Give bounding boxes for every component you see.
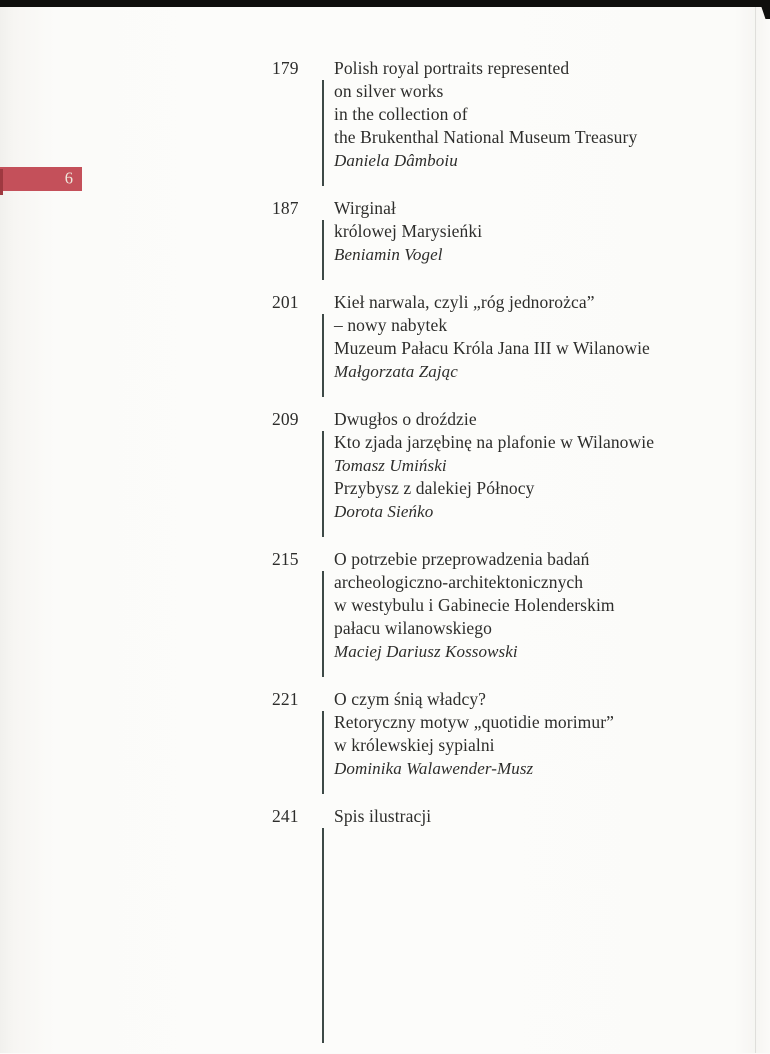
toc-entry-subtitle: on silver works xyxy=(334,81,444,101)
scan-corner-shadow xyxy=(761,0,770,19)
toc-entry-author: Dominika Walawender-Musz xyxy=(334,759,534,778)
page-number-tab xyxy=(0,167,82,191)
page-number: 6 xyxy=(64,168,73,188)
toc-entry xyxy=(272,805,750,1043)
page-edge-shadow xyxy=(755,7,756,1053)
toc-entry xyxy=(272,57,750,186)
toc-entry-page-number: 187 xyxy=(272,198,299,218)
toc-entry-author: Maciej Dariusz Kossowski xyxy=(334,642,518,661)
toc-entry-page-number: 179 xyxy=(272,58,299,78)
toc-entry-subtitle: w westybulu i Gabinecie Holenderskim xyxy=(334,595,615,615)
toc-entry-continuation xyxy=(322,431,750,537)
toc-entry-author: Daniela Dâmboiu xyxy=(334,151,458,170)
toc-entry-page-number: 241 xyxy=(272,806,299,826)
toc-entry-subtitle: pałacu wilanowskiego xyxy=(334,618,492,638)
toc-entry-title: Polish royal portraits represented xyxy=(334,58,570,78)
toc-entry-subtitle: the Brukenthal National Museum Treasury xyxy=(334,127,638,147)
toc-entry-tail-rule xyxy=(322,828,750,1043)
toc-entry-title: O potrzebie przeprowadzenia badań xyxy=(334,549,590,569)
toc-entry-page-number: 209 xyxy=(272,409,299,429)
toc-entry-subtitle: – nowy nabytek xyxy=(334,315,448,335)
toc-entry-title: O czym śnią władcy? xyxy=(334,689,487,709)
toc-entry xyxy=(272,688,750,794)
toc-entry-subtitle: archeologiczno-architektonicznych xyxy=(334,572,584,592)
toc-entry-subtitle: Przybysz z dalekiej Północy xyxy=(334,478,535,498)
toc-entry-continuation xyxy=(322,711,750,794)
toc-entry-subtitle: Muzeum Pałacu Króla Jana III w Wilanowie xyxy=(334,338,650,358)
toc-entry xyxy=(272,197,750,280)
page-tab-edge xyxy=(0,169,3,195)
toc-entry-title: Wirginał xyxy=(334,198,396,218)
toc-entry-author: Małgorzata Zając xyxy=(334,362,458,381)
toc-entry-page-number: 201 xyxy=(272,292,299,312)
toc-entry-subtitle: Kto zjada jarzębinę na plafonie w Wilanowie xyxy=(334,432,655,452)
toc-entry-continuation xyxy=(322,314,750,397)
toc-entry-author: Dorota Sieńko xyxy=(334,502,434,521)
toc-entry xyxy=(272,291,750,397)
toc-entry-author: Tomasz Umiński xyxy=(334,456,447,475)
toc-entry-title: Dwugłos o droździe xyxy=(334,409,477,429)
toc-entry-subtitle: in the collection of xyxy=(334,104,468,124)
toc-entry xyxy=(272,408,750,537)
toc-entry-title: Spis ilustracji xyxy=(334,806,432,826)
toc-entry-subtitle: Retoryczny motyw „quotidie morimur” xyxy=(334,712,615,732)
toc-entry-page-number: 215 xyxy=(272,549,299,569)
scan-top-black-bar xyxy=(0,0,770,7)
toc-entry-subtitle: królowej Marysieńki xyxy=(334,221,483,241)
toc-entry-page-number: 221 xyxy=(272,689,299,709)
toc-entry-continuation xyxy=(322,571,750,677)
toc-entry-author: Beniamin Vogel xyxy=(334,245,443,264)
toc-entry xyxy=(272,548,750,677)
toc-entry-continuation xyxy=(322,80,750,186)
toc-entry-continuation xyxy=(322,220,750,280)
toc-entry-title: Kieł narwala, czyli „róg jednorożca” xyxy=(334,292,595,312)
table-of-contents xyxy=(272,57,750,1054)
toc-entry-subtitle: w królewskiej sypialni xyxy=(334,735,495,755)
